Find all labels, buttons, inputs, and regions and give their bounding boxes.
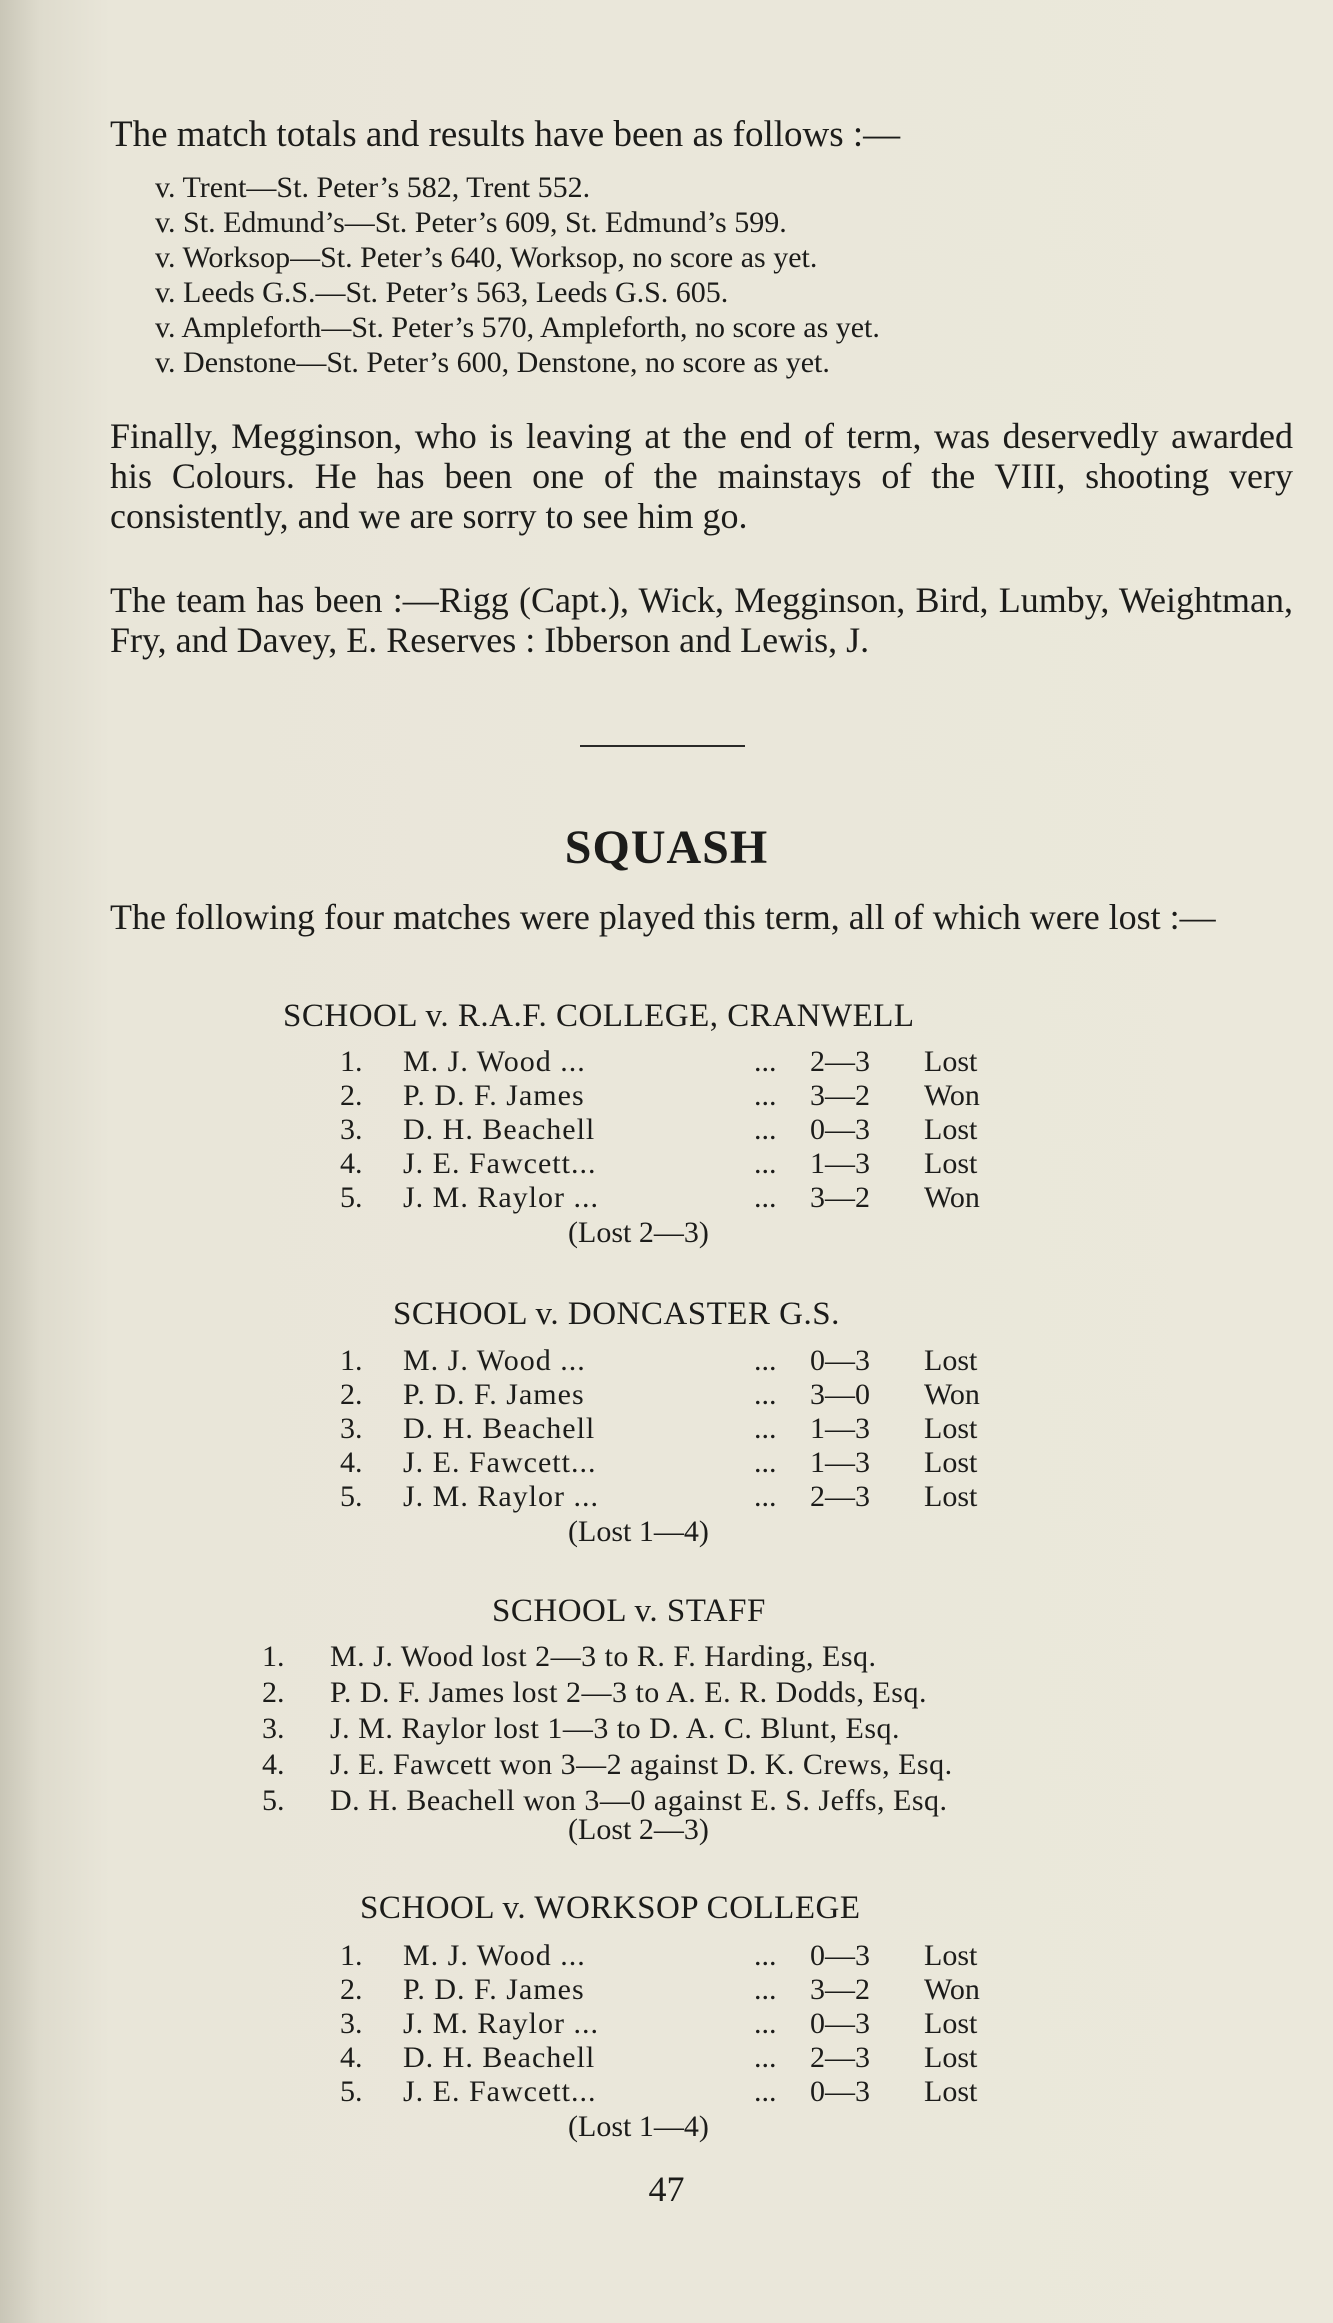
- row-number: 4.: [262, 1748, 285, 1781]
- leader-dots: ...: [754, 2041, 777, 2074]
- player-name: J. E. Fawcett...: [403, 1446, 597, 1479]
- result: Lost: [924, 1412, 978, 1445]
- player-name: D. H. Beachell: [403, 1412, 596, 1445]
- match-title-cranwell: SCHOOL v. R.A.F. COLLEGE, CRANWELL: [283, 998, 915, 1034]
- score: 3—2: [810, 1181, 870, 1214]
- row-number: 5.: [262, 1784, 285, 1817]
- row-number: 3.: [340, 1412, 363, 1445]
- player-name: J. M. Raylor ...: [403, 2007, 599, 2040]
- player-name: P. D. F. James: [403, 1079, 585, 1112]
- row-number: 3.: [340, 1113, 363, 1146]
- match-total-worksop: (Lost 1—4): [568, 2110, 709, 2143]
- row-number: 4.: [340, 2041, 363, 2074]
- match-title-doncaster: SCHOOL v. DONCASTER G.S.: [393, 1296, 840, 1332]
- player-name: M. J. Wood ...: [403, 1939, 586, 1972]
- leader-dots: ...: [754, 1480, 777, 1513]
- match-title-worksop: SCHOOL v. WORKSOP COLLEGE: [360, 1890, 861, 1926]
- squash-intro-paragraph: [110, 897, 1293, 937]
- team-paragraph: [110, 580, 1293, 660]
- result: Lost: [924, 1344, 978, 1377]
- score: 0—3: [810, 2075, 870, 2108]
- result-row: v. Trent—St. Peter’s 582, Trent 552.: [155, 171, 591, 204]
- row-number: 5.: [340, 2075, 363, 2108]
- result: Won: [924, 1378, 980, 1411]
- match-total-cranwell: (Lost 2—3): [568, 1216, 709, 1249]
- result-row: v. Leeds G.S.—St. Peter’s 563, Leeds G.S. 605.: [155, 276, 729, 309]
- row-number: 2.: [262, 1676, 285, 1709]
- page-number: 47: [648, 2169, 685, 2209]
- score: 3—0: [810, 1378, 870, 1411]
- match-total-staff: (Lost 2—3): [568, 1813, 709, 1846]
- score: 3—2: [810, 1079, 870, 1112]
- player-name: P. D. F. James: [403, 1973, 585, 2006]
- megginson-paragraph: [110, 416, 1293, 536]
- leader-dots: ...: [754, 1113, 777, 1146]
- result: Lost: [924, 2075, 978, 2108]
- result-row: v. Ampleforth—St. Peter’s 570, Ampleforth, no score as yet.: [155, 311, 880, 344]
- result: Lost: [924, 1045, 978, 1078]
- player-name: P. D. F. James: [403, 1378, 585, 1411]
- row-number: 2.: [340, 1079, 363, 1112]
- result-row: v. St. Edmund’s—St. Peter’s 609, St. Edmund’s 599.: [155, 206, 787, 239]
- row-number: 1.: [262, 1640, 285, 1673]
- row-number: 5.: [340, 1480, 363, 1513]
- match-total-doncaster: (Lost 1—4): [568, 1515, 709, 1548]
- game-result: D. H. Beachell won 3—0 against E. S. Jeffs, Esq.: [330, 1784, 948, 1817]
- row-number: 2.: [340, 1973, 363, 2006]
- player-name: J. E. Fawcett...: [403, 1147, 597, 1180]
- result: Lost: [924, 2041, 978, 2074]
- section-divider: [580, 745, 745, 747]
- player-name: J. M. Raylor ...: [403, 1181, 599, 1214]
- row-number: 1.: [340, 1344, 363, 1377]
- result: Lost: [924, 1939, 978, 1972]
- score: 0—3: [810, 1113, 870, 1146]
- score: 0—3: [810, 1939, 870, 1972]
- game-result: M. J. Wood lost 2—3 to R. F. Harding, Esq.: [330, 1640, 877, 1673]
- score: 2—3: [810, 2041, 870, 2074]
- team-text: The team has been :—Rigg (Capt.), Wick, Megginson, Bird, Lumby, Weightman, Fry, and Davey, E. Reserves : Ibberson and Lewis, J.: [110, 580, 1293, 660]
- score: 1—3: [810, 1147, 870, 1180]
- leader-dots: ...: [754, 2075, 777, 2108]
- result-row: v. Worksop—St. Peter’s 640, Worksop, no score as yet.: [155, 241, 818, 274]
- megginson-text: Finally, Megginson, who is leaving at the end of term, was deservedly awarded his Colours. He has been one of the mainstays of the VIII, shooting very consistently, and we are sorry to see him go.: [110, 416, 1293, 536]
- row-number: 3.: [340, 2007, 363, 2040]
- result: Won: [924, 1079, 980, 1112]
- result: Lost: [924, 1147, 978, 1180]
- leader-dots: ...: [754, 2007, 777, 2040]
- leader-dots: ...: [754, 1973, 777, 2006]
- leader-dots: ...: [754, 1344, 777, 1377]
- score: 0—3: [810, 2007, 870, 2040]
- score: 2—3: [810, 1480, 870, 1513]
- result: Lost: [924, 1480, 978, 1513]
- row-number: 4.: [340, 1446, 363, 1479]
- leader-dots: ...: [754, 1412, 777, 1445]
- leader-dots: ...: [754, 1147, 777, 1180]
- row-number: 1.: [340, 1045, 363, 1078]
- result: Lost: [924, 1446, 978, 1479]
- leader-dots: ...: [754, 1378, 777, 1411]
- score: 1—3: [810, 1412, 870, 1445]
- result-row: v. Denstone—St. Peter’s 600, Denstone, no score as yet.: [155, 346, 830, 379]
- score: 0—3: [810, 1344, 870, 1377]
- row-number: 1.: [340, 1939, 363, 1972]
- result: Won: [924, 1973, 980, 2006]
- squash-heading: SQUASH: [564, 821, 769, 874]
- squash-intro-text: The following four matches were played this term, all of which were lost :—: [110, 897, 1216, 937]
- game-result: J. E. Fawcett won 3—2 against D. K. Crews, Esq.: [330, 1748, 953, 1781]
- row-number: 4.: [340, 1147, 363, 1180]
- player-name: J. M. Raylor ...: [403, 1480, 599, 1513]
- player-name: D. H. Beachell: [403, 2041, 596, 2074]
- result: Lost: [924, 1113, 978, 1146]
- player-name: M. J. Wood ...: [403, 1344, 586, 1377]
- game-result: J. M. Raylor lost 1—3 to D. A. C. Blunt, Esq.: [330, 1712, 901, 1745]
- player-name: M. J. Wood ...: [403, 1045, 586, 1078]
- leader-dots: ...: [754, 1939, 777, 1972]
- player-name: D. H. Beachell: [403, 1113, 596, 1146]
- score: 2—3: [810, 1045, 870, 1078]
- score: 3—2: [810, 1973, 870, 2006]
- result: Lost: [924, 2007, 978, 2040]
- results-intro: The match totals and results have been as follows :—: [110, 114, 901, 155]
- leader-dots: ...: [754, 1446, 777, 1479]
- match-title-staff: SCHOOL v. STAFF: [492, 1593, 766, 1629]
- game-result: P. D. F. James lost 2—3 to A. E. R. Dodds, Esq.: [330, 1676, 927, 1709]
- row-number: 3.: [262, 1712, 285, 1745]
- score: 1—3: [810, 1446, 870, 1479]
- row-number: 2.: [340, 1378, 363, 1411]
- leader-dots: ...: [754, 1079, 777, 1112]
- player-name: J. E. Fawcett...: [403, 2075, 597, 2108]
- leader-dots: ...: [754, 1181, 777, 1214]
- shooting-results-list: [155, 170, 880, 380]
- row-number: 5.: [340, 1181, 363, 1214]
- leader-dots: ...: [754, 1045, 777, 1078]
- result: Won: [924, 1181, 980, 1214]
